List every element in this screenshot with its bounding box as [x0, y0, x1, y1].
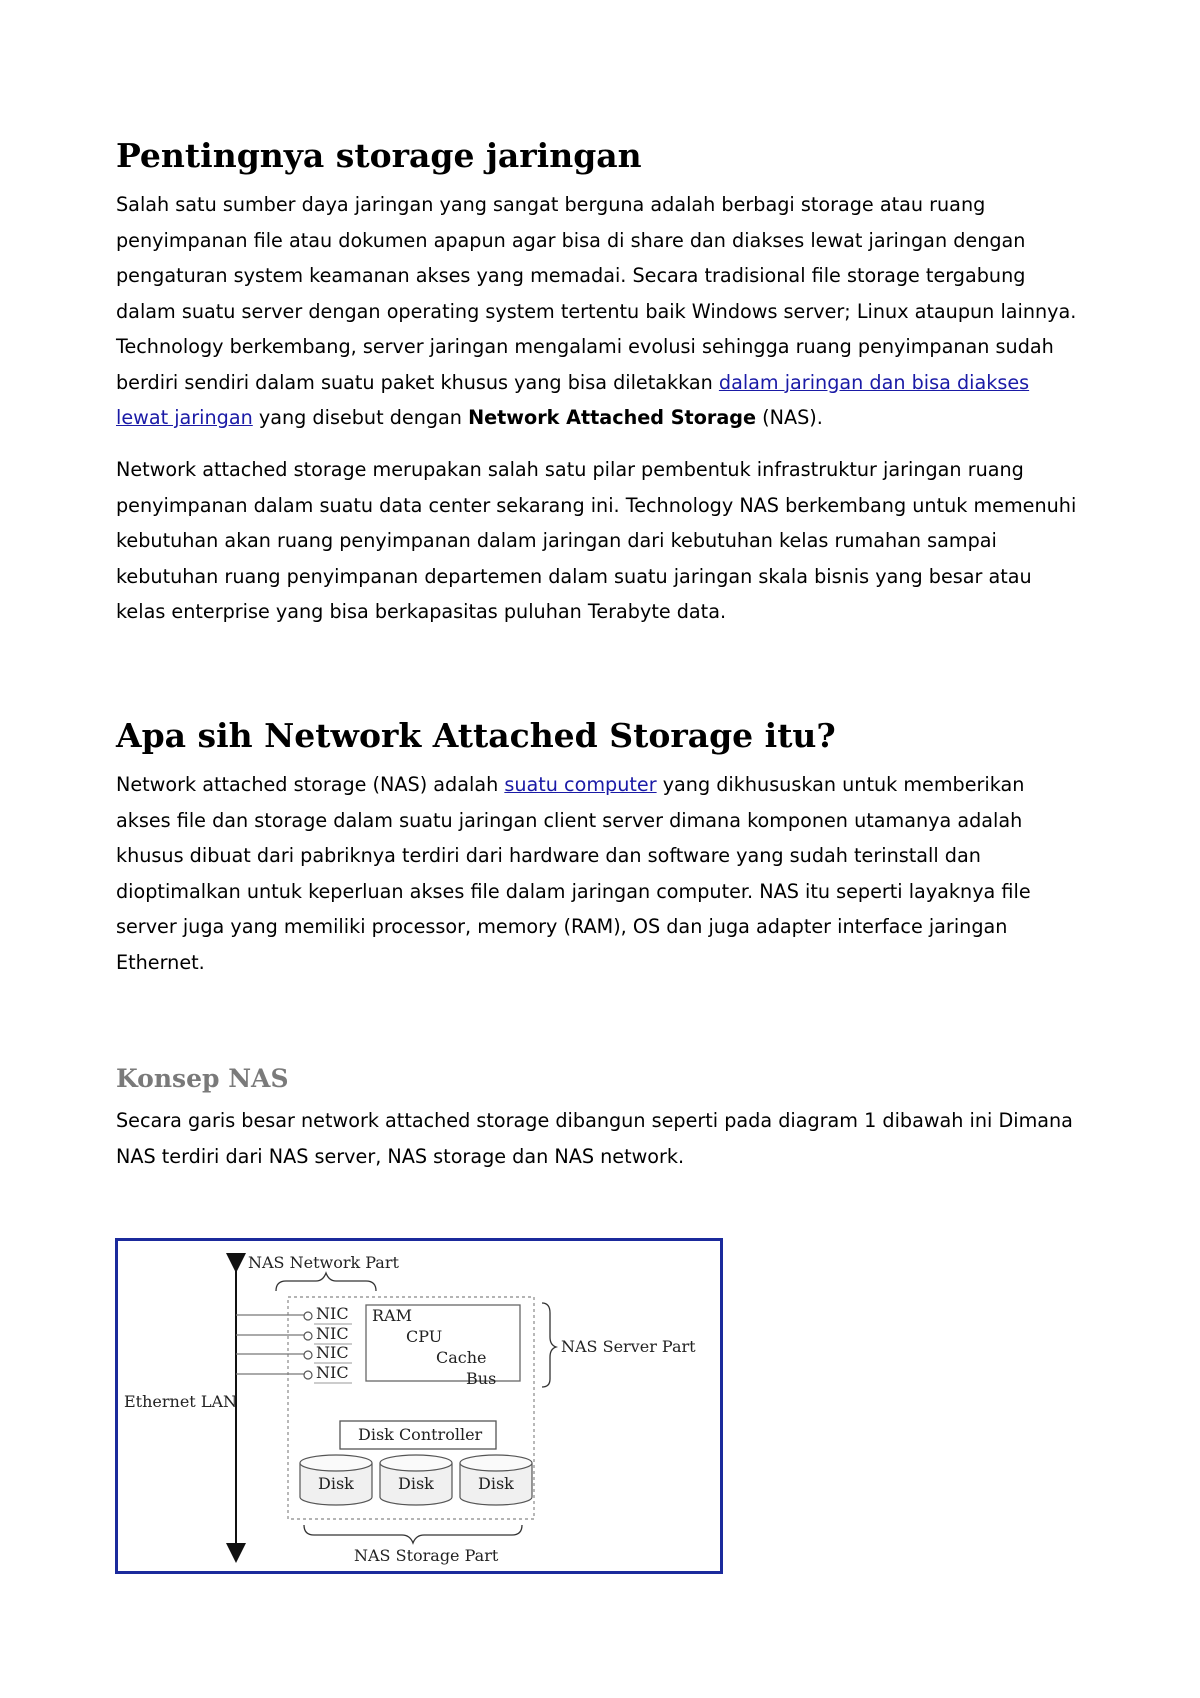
- text-line: Network attached storage merupakan salah satu pilar pembentuk infrastruktur jaringan ruang: [116, 458, 1024, 481]
- text-line: penyimpanan file atau dokumen apapun agar bisa di share dan diakses lewat jaringan dengan: [116, 228, 1026, 252]
- link-suatu-computer[interactable]: suatu computer: [504, 773, 657, 796]
- text-line: [116, 365, 1116, 401]
- cpu-label: CPU: [406, 1327, 443, 1346]
- network-part-label: NAS Network Part: [248, 1253, 399, 1272]
- disk-controller-label: Disk Controller: [358, 1425, 483, 1444]
- text-segment: berdiri sendiri dalam suatu paket khusus yang bisa diletakkan: [116, 370, 719, 394]
- link-dalam-jaringan[interactable]: dalam jaringan dan bisa diakses: [718, 370, 1030, 394]
- bus-label: Bus: [466, 1369, 497, 1388]
- nic-label: NIC: [316, 1363, 349, 1382]
- text-line: [116, 400, 1116, 436]
- paragraph-nas-pillar: [116, 452, 1116, 630]
- nas-diagram: [118, 1241, 720, 1571]
- text-line: kebutuhan akan ruang penyimpanan dalam jaringan dari kebutuhan kelas rumahan sampai: [116, 529, 997, 552]
- nic-port-icon: [304, 1332, 312, 1340]
- text-line: akses file dan storage dalam suatu jaringan client server dimana komponen utamanya adalah: [116, 808, 1023, 832]
- text-segment: (NAS).: [756, 406, 823, 429]
- text-line: [116, 767, 1116, 803]
- disk-label: Disk: [318, 1474, 354, 1493]
- text-line: penyimpanan dalam suatu data center sekarang ini. Technology NAS berkembang untuk memenuhi: [116, 493, 1077, 517]
- paragraph-nas-definition: [116, 767, 1116, 980]
- server-part-brace: [542, 1303, 556, 1387]
- text-segment: yang dikhususkan untuk memberikan: [656, 773, 1025, 796]
- nic-port-icon: [304, 1351, 312, 1359]
- text-line: NAS terdiri dari NAS server, NAS storage dan NAS network.: [116, 1144, 685, 1168]
- cache-label: Cache: [436, 1348, 487, 1367]
- paragraph-storage-intro: [116, 187, 1116, 436]
- paragraph-konsep-nas: [116, 1103, 1116, 1174]
- nic-label: NIC: [316, 1343, 349, 1362]
- disk-label: Disk: [398, 1474, 434, 1493]
- nic-label: NIC: [316, 1304, 349, 1323]
- text-line: Secara garis besar network attached storage dibangun seperti pada diagram 1 dibawah ini Dimana: [116, 1109, 1073, 1132]
- server-part-label: NAS Server Part: [561, 1337, 696, 1356]
- text-line: khusus dibuat dari pabriknya terdiri dari hardware dan software yang sudah terinstall dan: [116, 844, 981, 867]
- network-part-brace: [276, 1273, 376, 1291]
- text-line: dalam suatu server dengan operating system tertentu baik Windows server; Linux ataupun lainnya.: [116, 299, 1077, 323]
- disk-label: Disk: [478, 1474, 514, 1493]
- storage-part-label: NAS Storage Part: [354, 1546, 499, 1565]
- text-line: server juga yang memiliki processor, memory (RAM), OS dan juga adapter interface jaringan: [116, 915, 1008, 938]
- link-lewat-jaringan[interactable]: lewat jaringan: [116, 406, 253, 429]
- heading-apa-sih-nas: Apa sih Network Attached Storage itu?: [116, 716, 836, 755]
- text-line: dioptimalkan untuk keperluan akses file dalam jaringan computer. NAS itu seperti layaknya file: [116, 879, 1031, 903]
- text-line: kebutuhan ruang penyimpanan departemen dalam suatu jaringan skala bisnis yang besar atau: [116, 564, 1032, 588]
- nic-port-icon: [304, 1312, 312, 1320]
- nic-label: NIC: [316, 1324, 349, 1343]
- text-segment: yang disebut dengan: [252, 406, 469, 429]
- nic-port-icon: [304, 1371, 312, 1379]
- text-line: pengaturan system keamanan akses yang memadai. Secara tradisional file storage tergabung: [116, 264, 1026, 287]
- ethernet-lan-label: Ethernet LAN: [124, 1392, 237, 1411]
- text-line: Technology berkembang, server jaringan mengalami evolusi sehingga ruang penyimpanan sudah: [116, 335, 1054, 358]
- nas-diagram-figure: [115, 1238, 723, 1574]
- heading-pentingnya-storage: Pentingnya storage jaringan: [116, 136, 642, 175]
- ram-label: RAM: [372, 1306, 412, 1325]
- storage-part-brace: [304, 1525, 522, 1543]
- text-line: kelas enterprise yang bisa berkapasitas puluhan Terabyte data.: [116, 600, 727, 623]
- bold-term-nas: Network Attached Storage: [468, 406, 757, 429]
- text-line: Ethernet.: [116, 950, 205, 974]
- text-line: Salah satu sumber daya jaringan yang sangat berguna adalah berbagi storage atau ruang: [116, 193, 986, 216]
- text-segment: Network attached storage (NAS) adalah: [116, 773, 505, 796]
- heading-konsep-nas: Konsep NAS: [116, 1064, 289, 1093]
